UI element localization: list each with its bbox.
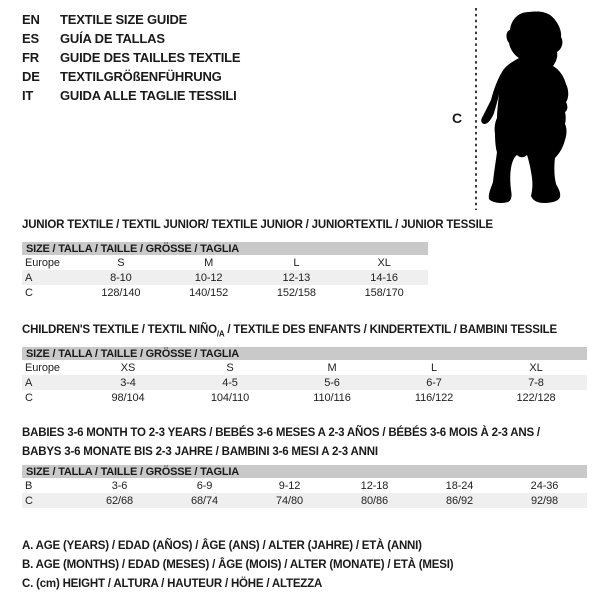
value-cell: 128/140 bbox=[101, 286, 141, 299]
footnote-b: B. AGE (MONTHS) / EDAD (MESES) / ÂGE (MOIS) / ALTER (MONATE) / ETÀ (MESI) bbox=[22, 559, 454, 571]
language-name: TEXTILE SIZE GUIDE bbox=[60, 12, 188, 27]
value-cell: 12-13 bbox=[253, 270, 341, 285]
value-cell: 24-36 bbox=[530, 479, 559, 492]
size-cell: L bbox=[430, 361, 438, 374]
language-name: GUIDA ALLE TAGLIE TESSILI bbox=[60, 88, 237, 103]
value-cell: 140/152 bbox=[189, 286, 229, 299]
size-cell: XS bbox=[120, 361, 136, 374]
table-row-age bbox=[22, 375, 587, 390]
footnote-a: A. AGE (YEARS) / EDAD (AÑOS) / ÂGE (ANS) / ALTER (JAHRE) / ETÀ (ANNI) bbox=[22, 540, 422, 552]
size-cell: XL bbox=[377, 256, 391, 269]
table-row-height bbox=[22, 285, 428, 300]
value-cell: 8-10 bbox=[77, 270, 165, 285]
babies-title-line1: BABIES 3-6 MONTH TO 2-3 YEARS / BEBÉS 3-6 MESES A 2-3 AÑOS / BÉBÉS 3-6 MOIS À 2-3 ANS / bbox=[22, 427, 540, 439]
size-cell: M bbox=[204, 256, 214, 269]
size-header-bar: SIZE / TALLA / TAILLE / GRÖSSE / TAGLIA bbox=[22, 465, 587, 478]
table-row-europe bbox=[22, 255, 428, 270]
value-cell: 62/68 bbox=[77, 493, 162, 508]
language-code: IT bbox=[22, 88, 34, 103]
row-label: B bbox=[25, 479, 33, 492]
size-cell: M bbox=[327, 361, 337, 374]
children-title-text: CHILDREN'S TEXTILE / TEXTIL NIÑO bbox=[22, 324, 217, 336]
value-cell: 6-9 bbox=[196, 479, 213, 492]
language-row bbox=[22, 86, 240, 105]
language-list bbox=[22, 10, 240, 105]
row-label: Europe bbox=[25, 256, 60, 269]
size-header-row bbox=[22, 347, 587, 360]
size-header-row bbox=[22, 242, 428, 255]
value-cell: 116/122 bbox=[414, 391, 454, 404]
children-title-subscript: /A bbox=[216, 329, 225, 339]
children-size-table bbox=[22, 347, 587, 405]
size-cell: XL bbox=[529, 361, 543, 374]
value-cell: 4-5 bbox=[179, 375, 281, 390]
value-cell: 110/116 bbox=[313, 391, 351, 404]
language-row bbox=[22, 48, 240, 67]
language-name: GUÍA DE TALLAS bbox=[60, 31, 165, 46]
children-table-title bbox=[22, 321, 557, 343]
language-code: FR bbox=[22, 50, 39, 65]
table-row-europe bbox=[22, 360, 587, 375]
value-cell: 7-8 bbox=[485, 375, 587, 390]
table-row-age bbox=[22, 270, 428, 285]
children-title-text: / TEXTILE DES ENFANTS / KINDERTEXTIL / BAMBINI TESSILE bbox=[224, 324, 557, 336]
value-cell: 74/80 bbox=[247, 493, 332, 508]
value-cell: 18-24 bbox=[445, 479, 474, 492]
footnotes bbox=[22, 537, 453, 594]
value-cell: 9-12 bbox=[278, 479, 301, 492]
baby-figure bbox=[440, 0, 600, 220]
language-row bbox=[22, 29, 240, 48]
language-row bbox=[22, 67, 240, 86]
value-cell: 104/110 bbox=[210, 391, 250, 404]
size-cell: S bbox=[226, 361, 234, 374]
value-cell: 80/86 bbox=[332, 493, 417, 508]
junior-size-table bbox=[22, 242, 428, 300]
size-cell: S bbox=[117, 256, 125, 269]
junior-table-title: JUNIOR TEXTILE / TEXTIL JUNIOR/ TEXTILE JUNIOR / JUNIORTEXTIL / JUNIOR TESSILE bbox=[22, 219, 493, 231]
value-cell: 3-4 bbox=[77, 375, 179, 390]
size-header-row bbox=[22, 465, 587, 478]
value-cell: 98/104 bbox=[111, 391, 145, 404]
baby-silhouette-icon bbox=[481, 11, 568, 203]
table-row-height bbox=[22, 390, 587, 405]
language-row bbox=[22, 10, 240, 29]
value-cell: 68/74 bbox=[162, 493, 247, 508]
language-code: DE bbox=[22, 69, 40, 84]
table-row-height bbox=[22, 493, 587, 508]
footnote-c: C. (cm) HEIGHT / ALTURA / HAUTEUR / HÖHE / ALTEZZA bbox=[22, 578, 323, 590]
value-cell: 6-7 bbox=[383, 375, 485, 390]
babies-title-line2: BABYS 3-6 MONATE BIS 2-3 JAHRE / BAMBINI 3-6 MESI A 2-3 ANNI bbox=[22, 446, 378, 458]
language-name: TEXTILGRÖßENFÜHRUNG bbox=[60, 69, 222, 84]
row-label: C bbox=[25, 391, 33, 404]
row-label: C bbox=[22, 493, 77, 508]
value-cell: 158/170 bbox=[364, 286, 404, 299]
size-cell: L bbox=[293, 256, 300, 269]
value-cell: 3-6 bbox=[111, 479, 128, 492]
value-cell: 10-12 bbox=[165, 270, 253, 285]
babies-table-title bbox=[22, 424, 540, 462]
row-label: C bbox=[25, 286, 33, 299]
value-cell: 12-18 bbox=[360, 479, 389, 492]
language-code: ES bbox=[22, 31, 39, 46]
language-code: EN bbox=[22, 12, 40, 27]
language-name: GUIDE DES TAILLES TEXTILE bbox=[60, 50, 241, 65]
value-cell: 152/158 bbox=[276, 286, 316, 299]
table-row-months bbox=[22, 478, 587, 493]
row-label: A bbox=[22, 375, 77, 390]
value-cell: 14-16 bbox=[340, 270, 428, 285]
value-cell: 5-6 bbox=[281, 375, 383, 390]
value-cell: 122/128 bbox=[516, 391, 556, 404]
babies-size-table bbox=[22, 465, 587, 508]
size-header-bar: SIZE / TALLA / TAILLE / GRÖSSE / TAGLIA bbox=[22, 242, 428, 255]
height-label: C bbox=[452, 110, 463, 126]
size-header-bar: SIZE / TALLA / TAILLE / GRÖSSE / TAGLIA bbox=[22, 347, 587, 360]
row-label: Europe bbox=[25, 361, 60, 374]
row-label: A bbox=[22, 270, 77, 285]
value-cell: 86/92 bbox=[417, 493, 502, 508]
value-cell: 92/98 bbox=[502, 493, 587, 508]
